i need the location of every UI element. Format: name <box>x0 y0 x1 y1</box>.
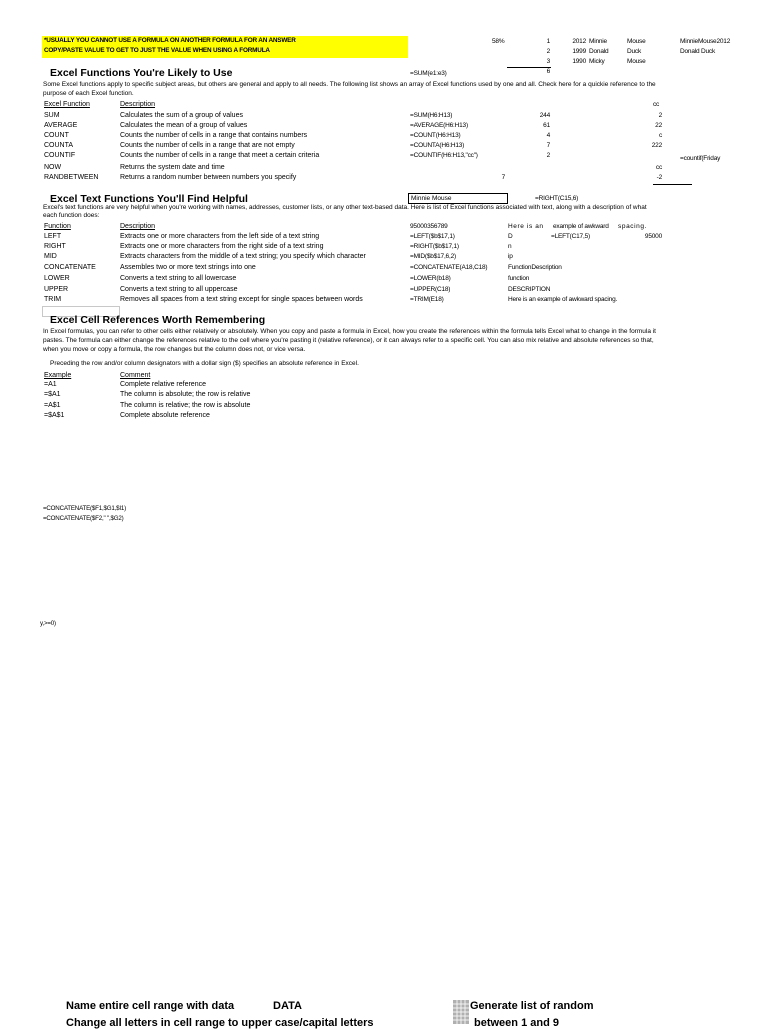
awkward-cell-b[interactable]: example of awkward <box>553 223 609 230</box>
last-name-cell-3[interactable]: Mouse <box>627 58 646 65</box>
function-result[interactable]: n <box>508 243 512 250</box>
table-row <box>0 401 400 411</box>
function-description[interactable]: Assembles two or more text strings into one <box>120 264 256 271</box>
function-formula[interactable]: =AVERAGE(H6:H13) <box>410 122 468 129</box>
function-name[interactable]: RIGHT <box>44 243 66 250</box>
bottom-instruction-1: Name entire cell range with data <box>66 1000 235 1012</box>
first-name-cell-2[interactable]: Donald <box>589 48 609 55</box>
function-result[interactable]: 244 <box>539 112 550 119</box>
table-row <box>0 263 768 273</box>
table-row <box>0 173 768 183</box>
function-description[interactable]: Removes all spaces from a text string except for single spaces between words <box>120 296 363 303</box>
reference-comment[interactable]: The column is relative; the row is absolute <box>120 402 251 409</box>
table-row <box>0 141 768 151</box>
section-title-cell-references: Excel Cell References Worth Remembering <box>50 314 266 326</box>
function-name[interactable]: RANDBETWEEN <box>44 174 99 181</box>
bottom-instruction-4: between 1 and 9 <box>474 1017 559 1029</box>
concat-cell-1[interactable]: MinnieMouse2012 <box>680 38 731 45</box>
bottom-instruction-2: Change all letters in cell range to upper case/capital letters <box>66 1017 374 1029</box>
function-name[interactable]: COUNTA <box>44 142 74 149</box>
reference-example[interactable]: =A1 <box>44 381 57 388</box>
function-description[interactable]: Counts the number of cells in a range that contains numbers <box>120 132 308 139</box>
countif-friday-cell[interactable]: =countif(Friday <box>680 155 721 162</box>
table-row <box>0 295 768 305</box>
text-col-header-function: Function <box>44 223 71 230</box>
awkward-cell-a[interactable]: Here is an <box>508 223 544 230</box>
function-description[interactable]: Extracts one or more characters from the right side of a text string <box>120 243 324 250</box>
first-name-cell-1[interactable]: Minnie <box>589 38 607 45</box>
right-value[interactable]: cc <box>655 164 662 171</box>
table-row <box>0 121 768 131</box>
function-description[interactable]: Calculates the sum of a group of values <box>120 112 243 119</box>
function-formula[interactable]: =COUNTIF(H6:H13,"cc") <box>410 152 478 159</box>
last-name-cell-2[interactable]: Duck <box>627 48 642 55</box>
right-value[interactable]: 222 <box>651 142 662 149</box>
section-title-functions: Excel Functions You're Likely to Use <box>50 67 233 79</box>
reference-example[interactable]: =$A1 <box>44 391 61 398</box>
num-cell-2[interactable]: 2 <box>546 48 550 55</box>
right-value[interactable]: 22 <box>655 122 662 129</box>
table-row <box>0 151 768 161</box>
data-range-label: DATA <box>273 1000 302 1012</box>
refs-col-header-example: Example <box>44 372 72 379</box>
awkward-cell-c[interactable]: spacing. <box>618 223 648 230</box>
functions-col-header-description: Description <box>120 101 156 108</box>
formula-fragment[interactable]: y,>=0) <box>40 620 56 627</box>
function-name[interactable]: LOWER <box>44 275 70 282</box>
reference-example[interactable]: =A$1 <box>44 402 61 409</box>
function-result[interactable]: DESCRIPTION <box>508 286 551 293</box>
function-name[interactable]: LEFT <box>44 233 62 240</box>
function-result[interactable]: 4 <box>546 132 550 139</box>
functions-description: Some Excel functions apply to specific subject areas, but others are general and apply to all needs. The following list shows an array of Excel functions used by one and all. Check here for a quickie reference to the purpose of each Excel function. <box>43 81 656 97</box>
first-name-cell-3[interactable]: Micky <box>589 58 605 65</box>
year-cell-1[interactable]: 2012 <box>572 38 586 45</box>
function-name[interactable]: UPPER <box>44 286 69 293</box>
function-result[interactable]: FunctionDescription <box>508 264 562 271</box>
table-row <box>0 232 768 242</box>
left-result-cell[interactable]: 95000 <box>644 233 662 240</box>
function-formula[interactable]: =LOWER(b18) <box>410 275 451 282</box>
function-name[interactable]: AVERAGE <box>44 122 78 129</box>
function-description[interactable]: Calculates the mean of a group of values <box>120 122 248 129</box>
sum-formula-cell[interactable]: =SUM(e1:e3) <box>410 70 447 77</box>
right-value[interactable]: -2 <box>656 174 662 181</box>
function-name[interactable]: COUNT <box>44 132 69 139</box>
reference-comment[interactable]: Complete relative reference <box>120 381 206 388</box>
function-description[interactable]: Converts a text string to all lowercase <box>120 275 237 282</box>
function-result[interactable]: 61 <box>543 122 550 129</box>
function-name[interactable]: SUM <box>44 112 60 119</box>
function-formula[interactable]: =COUNTA(H6:H13) <box>410 142 465 149</box>
function-formula[interactable]: =UPPER(C18) <box>410 286 451 293</box>
functions-col-header-function: Excel Function <box>44 101 90 108</box>
year-cell-2[interactable]: 1999 <box>572 48 586 55</box>
table-row <box>0 131 768 141</box>
function-description[interactable]: Counts the number of cells in a range that are not empty <box>120 142 295 149</box>
function-result[interactable]: ip <box>508 253 513 260</box>
function-description[interactable]: Returns a random number between numbers you specify <box>120 174 297 181</box>
name-box-value: Minnie Mouse <box>411 195 452 202</box>
function-formula[interactable]: =LEFT($b$17,1) <box>410 233 455 240</box>
function-name[interactable]: COUNTIF <box>44 152 76 159</box>
randbetween-underline <box>653 184 692 185</box>
function-description[interactable]: Converts a text string to all uppercase <box>120 286 238 293</box>
function-formula[interactable]: =RIGHT($b$17,1) <box>410 243 459 250</box>
reference-comment[interactable]: Complete absolute reference <box>120 412 210 419</box>
function-result[interactable]: 2 <box>546 152 550 159</box>
cell-references-description: In Excel formulas, you can refer to other cells either relatively or absolutely. When you copy and paste a formula in Excel, how you create the references within the formula tells Excel what to change in the formula it pastes. The formula can either change the references relative to the cell where you're pasting it (relative reference), or it can always refer to a specific cell. You can also mix relative and absolute references so that, when you move or copy a formula, the row changes but the column does not, or vice versa. <box>43 328 656 353</box>
bottom-instruction-3: Generate list of random <box>470 1000 594 1012</box>
table-row <box>0 111 768 121</box>
function-formula[interactable]: =COUNT(H6:H13) <box>410 132 461 139</box>
name-formula-cell[interactable]: =RIGHT(C15,6) <box>535 195 579 202</box>
concat-formula-2[interactable]: =CONCATENATE($F2," ",$G2) <box>43 515 124 522</box>
notice-line-2: COPY/PASTE VALUE TO GET TO JUST THE VALUE WHEN USING A FORMULA <box>44 47 270 54</box>
function-name[interactable]: MID <box>44 253 57 260</box>
table-row <box>0 390 400 400</box>
table-row <box>0 380 400 390</box>
concat-formula-1[interactable]: =CONCATENATE($F1,$G1,$I1) <box>43 505 126 512</box>
section-title-text-functions: Excel Text Functions You'll Find Helpful <box>50 193 248 205</box>
function-formula[interactable]: =CONCATENATE(A18,C18) <box>410 264 488 271</box>
year-cell-3[interactable]: 1990 <box>572 58 586 65</box>
function-description[interactable]: Returns the system date and time <box>120 164 225 171</box>
function-name[interactable]: TRIM <box>44 296 62 303</box>
concat-cell-2[interactable]: Donald Duck <box>680 48 716 55</box>
function-result[interactable]: Here is an example of awkward spacing. <box>508 296 618 303</box>
function-formula[interactable]: =SUM(H6:H13) <box>410 112 453 119</box>
num-cell-1[interactable]: 1 <box>546 38 550 45</box>
table-row <box>0 274 768 284</box>
function-formula[interactable]: =TRIM(E18) <box>410 296 444 303</box>
notice-line-1: *USUALLY YOU CANNOT USE A FORMULA ON ANOTHER FORMULA FOR AN ANSWER <box>44 37 296 44</box>
num-cell-3[interactable]: 3 <box>546 58 550 65</box>
function-formula[interactable]: =MID($b$17,6,2) <box>410 253 456 260</box>
table-row <box>0 242 768 252</box>
right-value[interactable]: c <box>658 132 662 139</box>
sum-result-cell[interactable]: 6 <box>546 68 550 75</box>
cc-top-cell[interactable]: cc <box>653 101 660 108</box>
table-row <box>0 285 768 295</box>
name-box-cell[interactable] <box>408 193 508 204</box>
function-name[interactable]: CONCATENATE <box>44 264 96 271</box>
table-row <box>0 411 400 421</box>
table-row <box>0 252 768 262</box>
right-value[interactable]: 2 <box>658 112 662 119</box>
function-result[interactable]: function <box>508 275 530 282</box>
grid-icon <box>453 1000 469 1027</box>
table-row <box>0 163 768 173</box>
function-result[interactable]: 7 <box>501 174 505 181</box>
text-col-header-description: Description <box>120 223 156 230</box>
percent-cell[interactable]: 58% <box>492 38 505 45</box>
function-result[interactable]: 7 <box>546 142 550 149</box>
function-description[interactable]: Counts the number of cells in a range that meet a certain criteria <box>120 152 320 159</box>
refs-col-header-comment: Comment <box>120 372 151 379</box>
absolute-reference-note: Preceding the row and/or column designators with a dollar sign ($) specifies an absolute reference in Excel. <box>50 360 359 367</box>
left-formula-cell[interactable]: =LEFT(C17,5) <box>551 233 590 240</box>
notice-box <box>42 36 408 58</box>
function-name[interactable]: NOW <box>44 164 62 171</box>
reference-example[interactable]: =$A$1 <box>44 412 65 419</box>
function-description[interactable]: Extracts one or more characters from the left side of a text string <box>120 233 320 240</box>
function-result[interactable]: D <box>508 233 513 240</box>
text-functions-description: Excel's text functions are very helpful when you're working with names, addresses, customer lists, or any other text-based data. Here is list of Excel functions associated with text, along with a description of what each function does: <box>43 204 647 219</box>
last-name-cell-1[interactable]: Mouse <box>627 38 646 45</box>
number-value-cell[interactable]: 95000356789 <box>410 223 448 230</box>
reference-comment[interactable]: The column is absolute; the row is relative <box>120 391 251 398</box>
function-description[interactable]: Extracts characters from the middle of a text string; you specify which character <box>120 253 366 260</box>
